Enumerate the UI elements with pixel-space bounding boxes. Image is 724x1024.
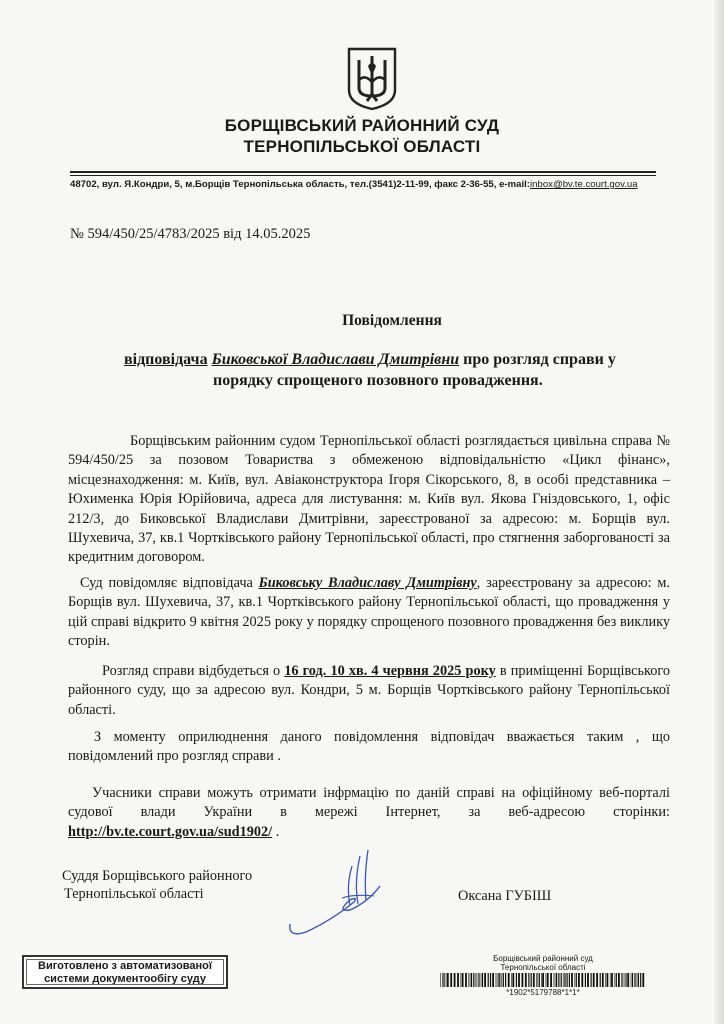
barcode-bar [621,973,622,987]
hearing-datetime: 16 год. 10 хв. 4 червня 2025 року [284,663,496,679]
barcode-bar [585,973,586,987]
barcode-bar [462,973,464,987]
paragraph-web-portal [68,784,670,842]
barcode-bar [522,973,524,987]
barcode-bar [443,973,444,987]
court-name-line1: БОРЩІВСЬКИЙ РАЙОННИЙ СУД [224,116,500,135]
barcode-bar [469,973,470,987]
barcode-court-label [440,954,646,972]
subtitle-role: відповідача [124,351,208,368]
barcode-bar [571,973,573,987]
barcode-bar [550,973,552,987]
barcode-bar [457,973,459,987]
document-title: Повідомлення [342,312,442,329]
court-website-link[interactable]: http://bv.te.court.gov.ua/sud1902/ [68,823,273,840]
barcode-bar [624,973,625,987]
barcode-bar [482,973,483,987]
barcode-bar [499,973,500,987]
barcode-bar [477,973,478,987]
barcode-bar [546,973,547,987]
subtitle-defendant-name: Биковської Владислави Дмитрівни [211,351,460,368]
document-subtitle [124,351,616,369]
barcode-bar [447,973,449,987]
coat-of-arms-icon [346,46,398,112]
barcode-bar [607,973,609,987]
barcode-bar [626,973,627,987]
barcode-bar [634,973,635,987]
barcode-bar [638,973,639,987]
barcode-bar [542,973,544,987]
p3-text-a: Розгляд справи відбудеться о [102,663,285,679]
barcode-bar [567,973,568,987]
barcode-bar [471,973,472,987]
barcode-bar [481,973,482,987]
barcode-bar [564,973,565,987]
p2-text-a: Суд повідомляє відповідача [80,575,259,591]
barcode-bar [556,973,557,987]
paragraph-publication: З моменту оприлюднення даного повідомлення відповідач вважається таким , що повідомлений про розгляд справи . [68,729,670,765]
barcode-bar [558,973,559,987]
barcode-bar [555,973,556,987]
barcode-bar [450,973,452,987]
document-subtitle-line2: порядку спрощеного позовного провадження. [213,372,543,389]
barcode-bar [547,973,549,987]
barcode-bar [618,973,620,987]
p2-text-b: , зареєстровану за адресою: м. Борщів вул. Шухевича, 37, кв.1 Чортківського району Тернопільської області, що провадження у цій справі відкрито 9 квітня 2025 року у порядку спрощеного позовного провадження без виклику сторін. [68,575,670,650]
barcode-bar [497,973,498,987]
p2-defendant-name: Биковську Владиславу Дмитрівну [258,575,477,591]
p5-text-b: . [272,823,280,840]
barcode-bar [512,973,514,987]
court-address-text: 48702, вул. Я.Кондри, 5, м.Борщів Тернопільська область, тел.(3541)2-11-99, факс 2-36-55, e-mail: [70,179,531,190]
barcode-bar [473,973,474,987]
p5-text-a: Учасники справи можуть отримати інфрмацію по даній справі на офіційному веб-порталі судової влади України в мережі Інтернет, за веб-адресою сторінки: [68,785,670,821]
court-address [70,179,670,190]
handwritten-signature-icon [284,846,404,942]
stamp-inner-border [26,959,224,985]
barcode-bar [533,973,535,987]
barcode-bar [536,973,537,987]
barcode-bar [539,973,540,987]
subtitle-rest: про розгляд справи у [459,351,616,368]
paragraph-case-details: Борщівським районним судом Тернопільської області розглядається цивільна справа № 594/450/25 за позовом Товариства з обмеженою відповідальністю «Цикл фінанс», місцезнаходження: м. Київ, вул. Авіаконструктора Ігоря Сікорського, 8, в особі представника – Юхименка Юрія Юрійовича, адреса для листування: м. Київ вул. Якова Гніздовського, 1, офіс 212/3, до Биковської Владислави Дмитрівни, зареєстрованої за адресою: м. Борщів вул. Шухевича, 37, кв.1 Чортківського району Тернопільської області, про стягнення заборгованості за кредитним договором. [68,433,670,566]
barcode-bar [602,973,604,987]
barcode-bar [492,973,494,987]
court-name-line2: ТЕРНОПІЛЬСЬКОЇ ОБЛАСТІ [243,137,481,156]
barcode-bar [593,973,595,987]
barcode-bar [565,973,566,987]
barcode-court-line2: Тернопільської області [500,963,586,972]
barcode-bar [498,973,499,987]
paragraph-notification [68,574,670,652]
judge-title-line1: Суддя Борщівського районного [62,868,253,884]
barcode-bar [531,973,532,987]
barcode-bar [605,973,606,987]
barcode-number: *1902*5179788*1*1* [506,988,580,997]
document-barcode [440,973,646,987]
barcode-bar [625,973,626,987]
barcode-bar [575,973,576,987]
barcode-bar [478,973,479,987]
barcode-bar [505,973,506,987]
barcode-bar [525,973,527,987]
barcode-bar [484,973,486,987]
stamp-line2: системи документообігу суду [44,973,206,985]
judge-title-line2: Тернопільської області [64,886,204,902]
stamp-line1: Виготовлено з автоматизованої [38,960,212,972]
barcode-bar [631,973,632,987]
barcode-bar [461,973,462,987]
barcode-bar [511,973,512,987]
barcode-bar [616,973,617,987]
barcode-bar [611,973,613,987]
barcode-bar [454,973,456,987]
barcode-bar [637,973,638,987]
header-divider-thin [70,175,656,176]
barcode-bar [476,973,477,987]
barcode-bar [541,973,542,987]
barcode-bar [640,973,641,987]
barcode-bar [596,973,598,987]
barcode-bar [610,973,611,987]
barcode-bar [470,973,471,987]
barcode-bar [635,973,636,987]
barcode-bar [502,973,503,987]
barcode-bar [632,973,633,987]
barcode-bar [615,973,616,987]
barcode-bar [627,973,629,987]
barcode-bar [496,973,497,987]
barcode-bar [591,973,592,987]
document-number: № 594/450/25/4783/2025 від 14.05.2025 [70,226,311,242]
barcode-bar [446,973,447,987]
barcode-bar [578,973,580,987]
barcode-court-line1: Борщівський районний суд [493,954,593,963]
barcode-bar [440,973,441,987]
barcode-bar [528,973,529,987]
barcode-bar [581,973,583,987]
barcode-bar [576,973,577,987]
barcode-bar [563,973,564,987]
header-divider [70,171,656,173]
barcode-bar [465,973,467,987]
automated-system-stamp [22,955,228,989]
paragraph-hearing [68,662,670,720]
barcode-bar [518,973,520,987]
barcode-bar [587,973,589,987]
judge-name: Оксана ГУБІШ [458,888,552,904]
p3-text-b: в приміщенні Борщівського районного суду, що за адресою вул. Кондри, 5 м. Борщів Чортківського району Тернопільської області. [68,663,671,718]
barcode-bar [569,973,570,987]
barcode-bar [642,973,644,987]
barcode-bar [538,973,539,987]
court-email-link[interactable]: inbox@bv.te.court.gov.ua [530,179,638,190]
barcode-bar [490,973,491,987]
barcode-bar [561,973,562,987]
barcode-bar [503,973,504,987]
barcode-bar [554,973,555,987]
barcode-bar [508,973,510,987]
barcode-bar [488,973,489,987]
barcode-bar [600,973,601,987]
barcode-bar [516,973,517,987]
barcode-bar [442,973,443,987]
